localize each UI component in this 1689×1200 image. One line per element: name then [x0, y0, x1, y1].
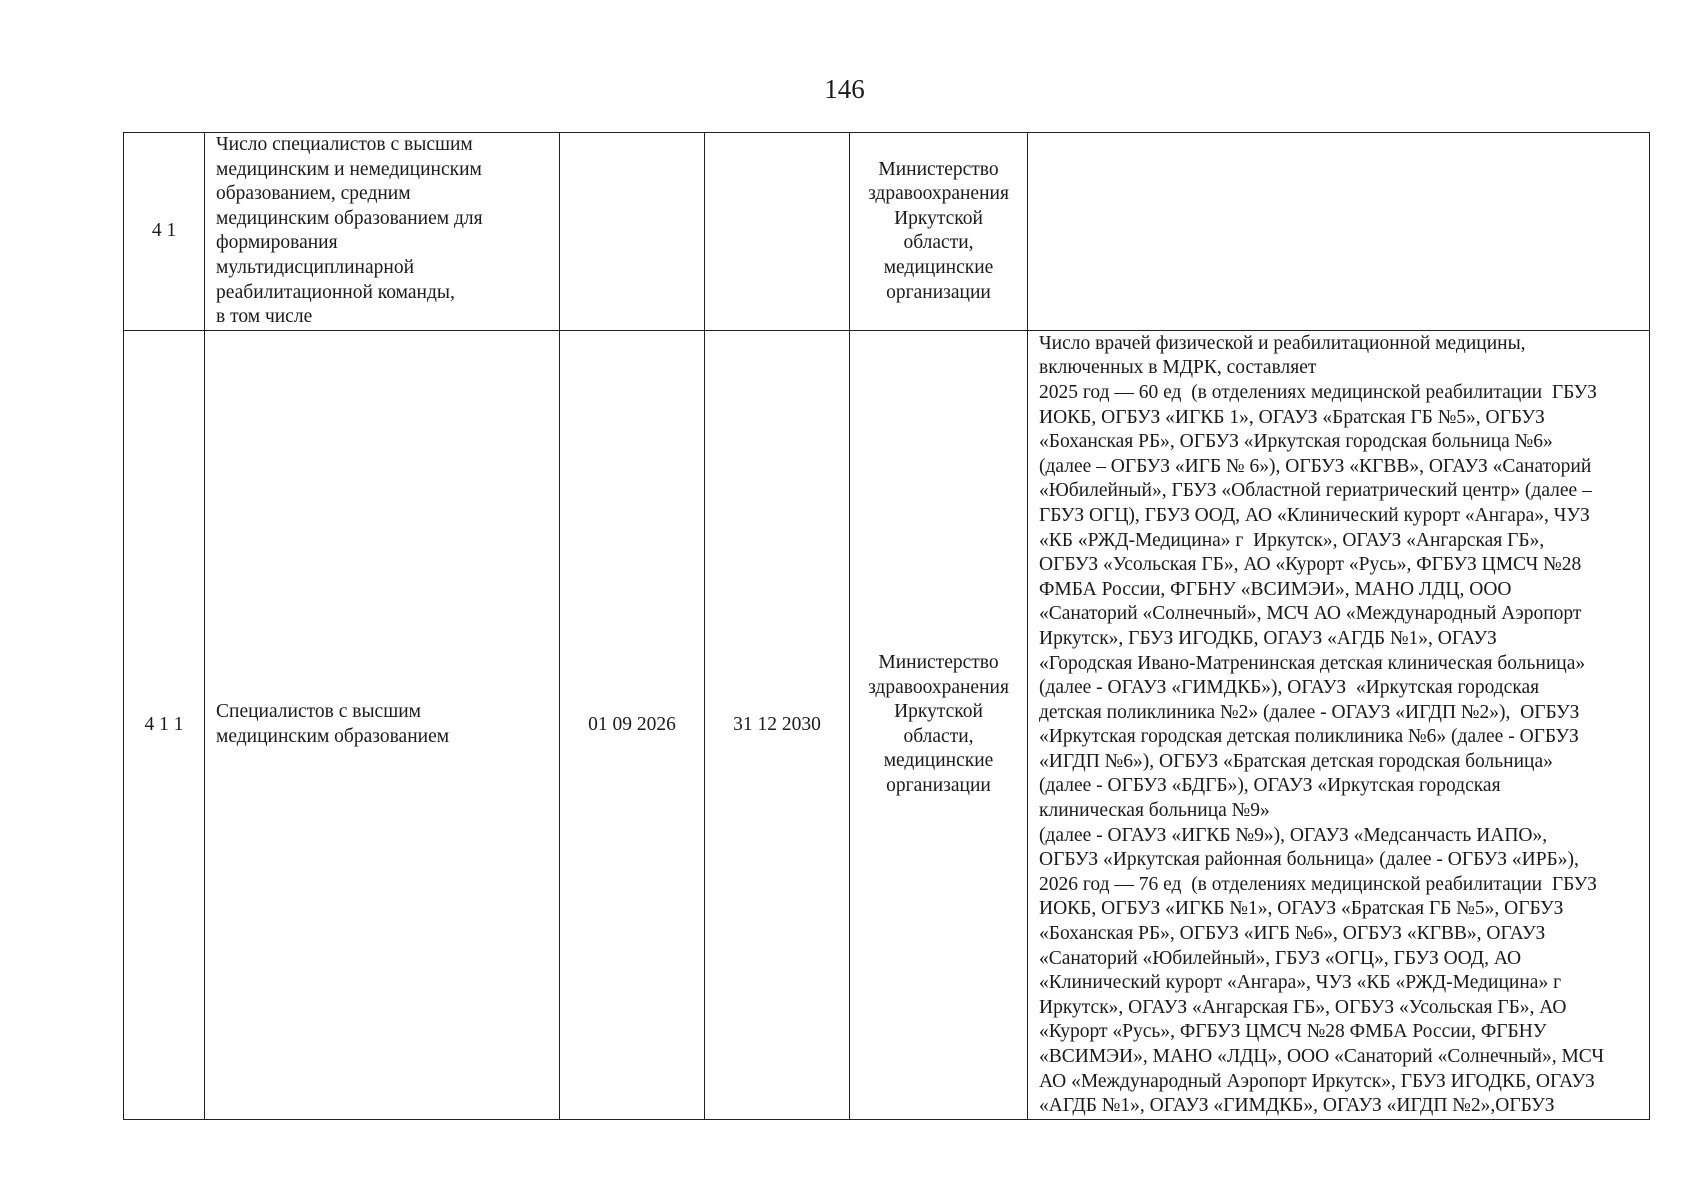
- responsible-line: Иркутской: [894, 701, 983, 723]
- description-line: (далее – ОГБУЗ «ИГБ № 6»), ОГБУЗ «КГВВ», ОГАУЗ «Санаторий: [1039, 455, 1592, 477]
- description-line: «Городская Ивано-Матренинская детская клиническая больница»: [1039, 652, 1586, 674]
- description-line: (далее - ОГАУЗ «ГИМДКБ»), ОГАУЗ «Иркутская городская: [1039, 677, 1540, 699]
- page-number: 146: [824, 74, 865, 104]
- table-row: [124, 330, 1650, 1119]
- responsible-line: области,: [903, 725, 974, 747]
- responsible-line: Министерство: [878, 158, 999, 180]
- end-date-cell: [705, 133, 850, 331]
- indicator-name-line: реабилитационной команды,: [216, 281, 455, 303]
- description-line: (далее - ОГАУЗ «ИГКБ №9»), ОГАУЗ «Медсанчасть ИАПО»,: [1039, 824, 1548, 846]
- responsible-line: медицинские: [883, 256, 994, 278]
- description-cell: [1028, 330, 1650, 1119]
- description-line: «Боханская РБ», ОГБУЗ «Иркутская городская больница №6»: [1039, 431, 1553, 453]
- indicator-name-line: в том числе: [216, 306, 313, 328]
- responsible-line: организации: [886, 775, 991, 797]
- description-line: ГБУЗ ОГЦ), ГБУЗ ООД, АО «Клинический курорт «Ангара», ЧУЗ: [1039, 504, 1590, 526]
- row-number-cell: 4 1 1: [124, 330, 205, 1119]
- responsible-line: организации: [886, 281, 991, 303]
- description-line: АО «Международный Аэропорт Иркутск», ГБУЗ ИГОДКБ, ОГАУЗ: [1039, 1070, 1595, 1092]
- description-line: Иркутск», ГБУЗ ИГОДКБ, ОГАУЗ «АГДБ №1», ОГАУЗ: [1039, 627, 1497, 649]
- indicator-name-line: формирования: [216, 232, 338, 254]
- description-line: 2026 год — 76 ед (в отделениях медицинской реабилитации ГБУЗ: [1039, 873, 1597, 895]
- description-text: [1039, 331, 1643, 1119]
- description-line: «АГДБ №1», ОГАУЗ «ГИМДКБ», ОГАУЗ «ИГДП №2»,ОГБУЗ: [1039, 1095, 1555, 1117]
- description-line: «Санаторий «Юбилейный», ГБУЗ «ОГЦ», ГБУЗ ООД, АО: [1039, 947, 1522, 969]
- responsible-line: Министерство: [878, 652, 999, 674]
- indicator-name-line: медицинским образованием для: [216, 207, 483, 229]
- description-line: «Клинический курорт «Ангара», ЧУЗ «КБ «РЖД-Медицина» г: [1039, 972, 1562, 994]
- description-line: «ВСИМЭИ», МАНО «ЛДЦ», ООО «Санаторий «Солнечный», МСЧ: [1039, 1046, 1604, 1068]
- indicator-name-line: образованием, средним: [216, 183, 411, 205]
- responsible-line: здравоохранения: [868, 183, 1009, 205]
- description-line: «Курорт «Русь», ФГБУЗ ЦМСЧ №28 ФМБА России, ФГБНУ: [1039, 1021, 1547, 1043]
- indicator-name-line: Специалистов с высшим: [216, 701, 421, 723]
- description-line: клиническая больница №9»: [1039, 800, 1270, 822]
- description-line: 2025 год — 60 ед (в отделениях медицинской реабилитации ГБУЗ: [1039, 381, 1597, 403]
- responsible-cell: [850, 133, 1028, 331]
- description-line: ИОКБ, ОГБУЗ «ИГКБ 1», ОГАУЗ «Братская ГБ №5», ОГБУЗ: [1039, 406, 1545, 428]
- description-line: «КБ «РЖД-Медицина» г Иркутск», ОГАУЗ «Ангарская ГБ»,: [1039, 529, 1545, 551]
- description-line: «Юбилейный», ГБУЗ «Областной гериатрический центр» (далее –: [1039, 480, 1592, 502]
- table-row: [124, 133, 1650, 331]
- indicator-name-line: мультидисциплинарной: [216, 256, 415, 278]
- description-line: детская поликлиника №2» (далее - ОГАУЗ «ИГДП №2»), ОГБУЗ: [1039, 701, 1580, 723]
- indicator-name-cell: [205, 330, 560, 1119]
- responsible-line: области,: [903, 232, 974, 254]
- start-date-cell: [560, 133, 705, 331]
- description-line: «Иркутская городская детская поликлиника №6» (далее - ОГБУЗ: [1039, 726, 1579, 748]
- description-line: (далее - ОГБУЗ «БДГБ»), ОГАУЗ «Иркутская городская: [1039, 775, 1501, 797]
- responsible-line: здравоохранения: [868, 676, 1009, 698]
- document-table: [123, 132, 1650, 1120]
- description-line: ОГБУЗ «Иркутская районная больница» (далее - ОГБУЗ «ИРБ»),: [1039, 849, 1579, 871]
- row-number-cell: 4 1: [124, 133, 205, 331]
- description-line: «Санаторий «Солнечный», МСЧ АО «Международный Аэропорт: [1039, 603, 1582, 625]
- description-line: ИОКБ, ОГБУЗ «ИГКБ №1», ОГАУЗ «Братская ГБ №5», ОГБУЗ: [1039, 898, 1564, 920]
- responsible-line: медицинские: [883, 750, 994, 772]
- description-line: «Боханская РБ», ОГБУЗ «ИГБ №6», ОГБУЗ «КГВВ», ОГАУЗ: [1039, 923, 1546, 945]
- description-line: включенных в МДРК, составляет: [1039, 357, 1317, 379]
- responsible-line: Иркутской: [894, 207, 983, 229]
- description-line: ОГБУЗ «Усольская ГБ», АО «Курорт «Русь», ФГБУЗ ЦМСЧ №28: [1039, 554, 1582, 576]
- end-date-cell: 31 12 2030: [705, 330, 850, 1119]
- description-line: ФМБА России, ФГБНУ «ВСИМЭИ», МАНО ЛДЦ, ООО: [1039, 578, 1512, 600]
- responsible-cell: [850, 330, 1028, 1119]
- start-date-cell: 01 09 2026: [560, 330, 705, 1119]
- description-line: Число врачей физической и реабилитационной медицины,: [1039, 332, 1526, 354]
- indicator-name-line: медицинским и немедицинским: [216, 158, 482, 180]
- description-line: Иркутск», ОГАУЗ «Ангарская ГБ», ОГБУЗ «Усольская ГБ», АО: [1039, 996, 1567, 1018]
- indicator-name-cell: [205, 133, 560, 331]
- indicator-name-line: Число специалистов с высшим: [216, 134, 473, 156]
- description-line: «ИГДП №6»), ОГБУЗ «Братская детская городская больница»: [1039, 750, 1553, 772]
- indicator-name-line: медицинским образованием: [216, 725, 450, 747]
- description-cell: [1028, 133, 1650, 331]
